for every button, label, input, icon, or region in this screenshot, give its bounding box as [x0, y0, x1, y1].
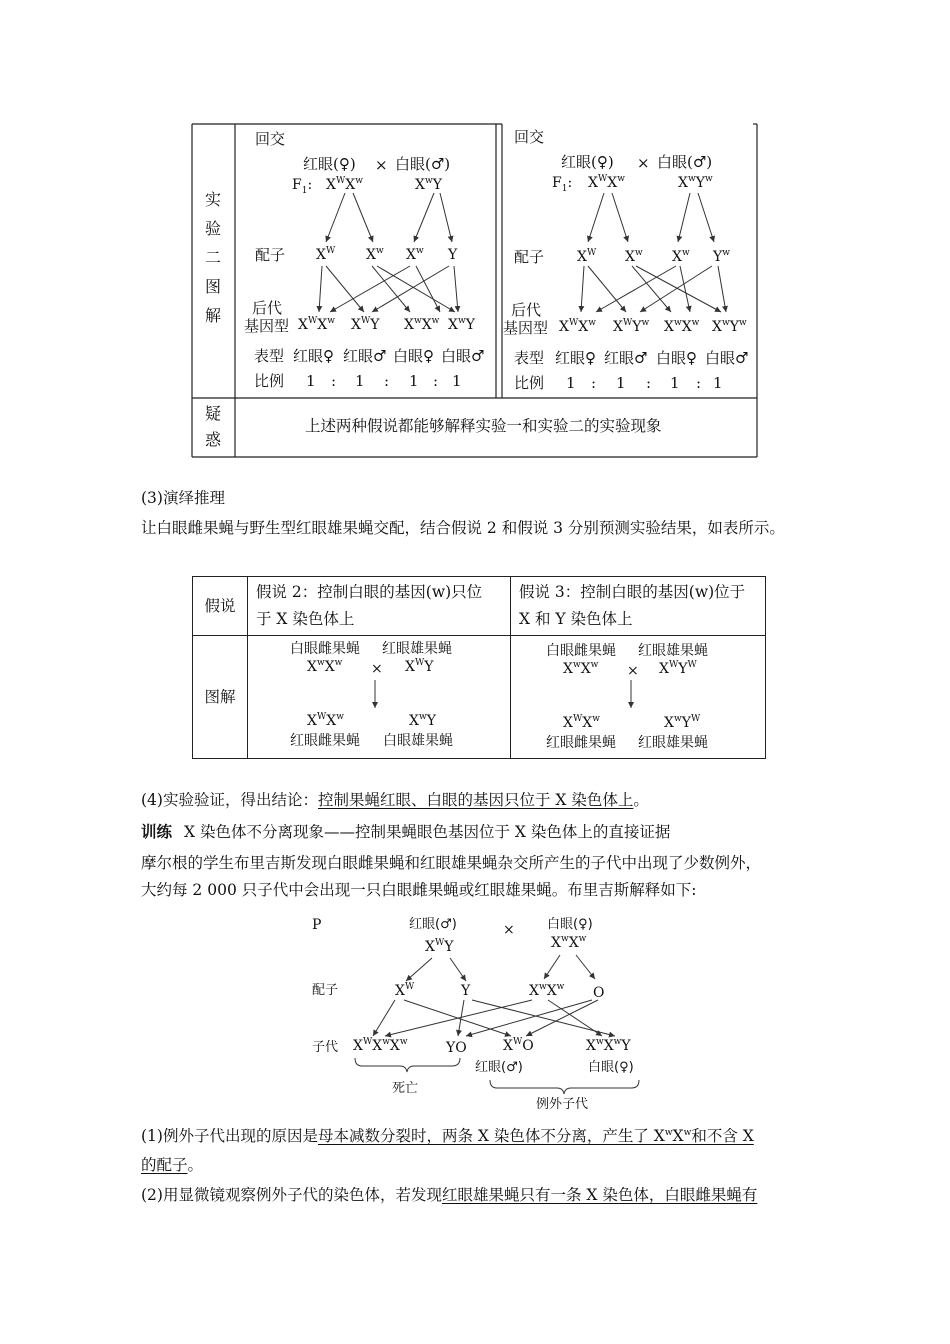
question-1-cont — [141, 1155, 203, 1175]
child-label: 子代 — [312, 1040, 339, 1055]
white-female-label: 白眼雌果蝇 — [546, 643, 616, 659]
question-2-prefix: (2)用显微镜观察例外子代的染色体，若发现 — [141, 1186, 442, 1204]
phenotype: 白眼♂ — [705, 349, 749, 367]
offspring-genotype: $X^wY^w$ — [712, 318, 747, 335]
cross-male: 白眼(♂) — [395, 155, 451, 173]
cross-female: 红眼(♀) — [303, 155, 356, 173]
ratio-value: 1 — [306, 372, 316, 390]
hypothesis-2-cell — [248, 577, 511, 636]
offspring-genotype: $X^WX^w$ — [298, 316, 335, 333]
child-xwxwy: $X^wX^wY$ — [586, 1037, 631, 1054]
gamete: $X^W$ — [577, 248, 597, 265]
offspring-label: 基因型 — [503, 319, 549, 337]
hypothesis-3-line: X 和 Y 染色体上 — [519, 610, 633, 628]
question-2 — [141, 1185, 757, 1205]
gamete-label: 配子 — [514, 248, 545, 266]
ratio-label: 比例 — [514, 374, 545, 392]
offspring-genotype: $X^WX^w$ — [559, 318, 596, 335]
doubt-text: 上述两种假说都能够解释实验一和实验二的实验现象 — [305, 417, 662, 435]
question-1-suffix: 。 — [187, 1156, 204, 1174]
training-title — [141, 822, 670, 842]
offspring-genotype: $X^wY$ — [448, 316, 475, 333]
backcross-title: 回交 — [514, 128, 545, 146]
red-female-label: 红眼雌果蝇 — [546, 735, 616, 751]
vertical-label-experiment — [201, 185, 225, 330]
cross-symbol: × — [371, 661, 383, 677]
ratio-sep: : — [331, 372, 337, 390]
phenotype: 红眼♀ — [293, 347, 334, 365]
hypothesis-label: 假说 — [204, 597, 236, 615]
gamete-xw: $X^W$ — [395, 982, 415, 999]
offspring-label: 后代 — [252, 299, 283, 317]
section4-suffix: 。 — [633, 791, 649, 809]
diagram-label: 图解 — [204, 688, 236, 706]
ratio-sep: : — [433, 372, 439, 390]
question-1-answer-cont: 的配子 — [141, 1156, 188, 1174]
red-male-label: 红眼雄果蝇 — [638, 643, 708, 659]
cross-symbol: × — [503, 922, 515, 938]
offspring-label: 基因型 — [244, 317, 290, 335]
vlabel-char: 二 — [204, 248, 221, 267]
female-genotype: $X^wX^w$ — [551, 934, 587, 951]
gamete: $X^w$ — [625, 248, 643, 265]
cross-female: 红眼(♀) — [561, 153, 614, 171]
gamete: Y — [448, 247, 458, 263]
section4-prefix: (4)实验验证，得出结论： — [141, 791, 318, 809]
child-genotype: $X^WX^w$ — [307, 712, 344, 729]
section4-conclusion — [141, 790, 649, 810]
phenotype: 白眼♀ — [656, 349, 697, 367]
offspring-genotype: $X^WY^w$ — [613, 318, 650, 335]
white-female-child: 白眼(♀) — [588, 1060, 634, 1075]
white-female-label: 白眼雌果蝇 — [290, 641, 360, 657]
child-genotype: $X^wY$ — [409, 712, 436, 729]
doubt-label: 疑 — [205, 404, 222, 423]
hypothesis-3-cell — [511, 577, 766, 636]
hypothesis-2-diagram — [248, 636, 511, 759]
ratio-value: 1 — [566, 374, 576, 392]
vlabel-char: 解 — [204, 306, 221, 325]
gamete-o: O — [593, 985, 605, 1001]
red-male-label: 红眼雄果蝇 — [382, 641, 452, 657]
child-xwxwxw: $X^WX^wX^w$ — [353, 1037, 408, 1054]
cross-male: 白眼(♂) — [657, 153, 713, 171]
vlabel-char: 验 — [204, 219, 221, 238]
white-male-label: 白眼雄果蝇 — [383, 733, 453, 749]
gamete: $X^w$ — [366, 246, 384, 263]
dead-label: 死亡 — [392, 1081, 419, 1096]
ratio-sep: : — [646, 374, 652, 392]
vlabel-char: 图 — [204, 277, 221, 296]
gamete: $X^W$ — [316, 246, 336, 263]
section3-intro: 让白眼雌果蝇与野生型红眼雄果蝇交配，结合假说 2 和假说 3 分别预测实验结果，如表所示。 — [141, 519, 785, 537]
child-xwo: $X^WO$ — [503, 1037, 534, 1054]
training-label: 训练 — [141, 822, 173, 841]
doubt-label: 惑 — [205, 430, 222, 449]
hypothesis-2-line: 假说 2：控制白眼的基因(w)只位 — [256, 583, 483, 601]
diagram-label-cell — [193, 636, 248, 759]
parent-genotype: $X^WY$ — [405, 658, 434, 675]
training-paragraph: 大约每 2 000 只子代中会出现一只白眼雌果蝇或红眼雄果蝇。布里吉斯解释如下: — [141, 881, 697, 899]
hypothesis-3-line: 假说 3：控制白眼的基因(w)位于 — [519, 583, 746, 601]
parent-label: P — [312, 917, 322, 933]
child-yo: YO — [446, 1040, 467, 1056]
hypothesis-label-cell — [193, 577, 248, 636]
hypothesis-2-line: 于 X 染色体上 — [256, 610, 355, 628]
gamete: $X^w$ — [406, 246, 424, 263]
parent-genotype: $X^wX^w$ — [307, 658, 343, 675]
gamete-label: 配子 — [312, 983, 339, 998]
cross-symbol: × — [375, 156, 388, 174]
ratio-sep: : — [384, 372, 390, 390]
backcross-title: 回交 — [255, 130, 286, 148]
section3-heading: (3)演绎推理 — [141, 489, 225, 507]
offspring-label: 后代 — [511, 301, 542, 319]
table1-lines — [0, 0, 950, 470]
offspring-genotype: $X^wX^w$ — [664, 318, 700, 335]
offspring-genotype: $X^wX^w$ — [404, 316, 440, 333]
white-female-parent: 白眼(♀) — [547, 917, 593, 932]
ratio-value: 1 — [616, 374, 626, 392]
f1-female-genotype: $X^WX^w$ — [326, 176, 363, 193]
training-heading: X 染色体不分离现象——控制果蝇眼色基因位于 X 染色体上的直接证据 — [184, 823, 671, 841]
phenotype-label: 表型 — [254, 347, 285, 365]
phenotype: 白眼♀ — [393, 347, 434, 365]
ratio-value: 1 — [670, 374, 680, 392]
ratio-value: 1 — [355, 372, 365, 390]
ratio-value: 1 — [409, 372, 419, 390]
question-1-answer: 母本减数分裂时，两条 X 染色体不分离，产生了 $X^wX^w$和不含 X — [317, 1127, 754, 1145]
question-2-answer: 红眼雄果蝇只有一条 X 染色体，白眼雌果蝇有 — [441, 1186, 758, 1204]
red-male-label: 红眼雄果蝇 — [638, 735, 708, 751]
cross-symbol: × — [627, 663, 639, 679]
f1-label: $F_1$: — [292, 177, 313, 196]
cross-symbol: × — [637, 154, 650, 172]
gamete-y: Y — [461, 983, 471, 999]
exception-label: 例外子代 — [536, 1097, 589, 1112]
vlabel-char: 实 — [204, 190, 221, 209]
phenotype: 白眼♂ — [441, 347, 485, 365]
f1-male-genotype: $X^wY^w$ — [678, 174, 713, 191]
gamete-label: 配子 — [255, 246, 286, 264]
training-paragraph: 摩尔根的学生布里吉斯发现白眼雌果蝇和红眼雄果蝇杂交所产生的子代中出现了少数例外， — [141, 854, 762, 872]
red-female-label: 红眼雌果蝇 — [290, 733, 360, 749]
child-genotype: $X^WX^w$ — [563, 714, 600, 731]
parent-genotype: $X^WY^W$ — [659, 660, 697, 677]
gamete: $X^w$ — [672, 248, 690, 265]
male-genotype: $X^WY$ — [425, 938, 454, 955]
red-male-parent: 红眼(♂) — [409, 917, 457, 932]
f1-female-genotype: $X^WX^w$ — [588, 174, 625, 191]
child-genotype: $X^wY^W$ — [664, 714, 701, 731]
parent-genotype: $X^wX^w$ — [563, 660, 599, 677]
gamete: $Y^w$ — [713, 248, 730, 265]
ratio-value: 1 — [713, 374, 723, 392]
phenotype: 红眼♀ — [555, 349, 596, 367]
f1-label: $F_1$: — [552, 175, 573, 194]
ratio-sep: : — [696, 374, 702, 392]
f1-male-genotype: $X^wY$ — [415, 176, 442, 193]
section4-answer: 控制果蝇红眼、白眼的基因只位于 X 染色体上 — [317, 791, 634, 809]
phenotype: 红眼♂ — [604, 349, 648, 367]
ratio-sep: : — [591, 374, 597, 392]
phenotype: 红眼♂ — [343, 347, 387, 365]
red-male-child: 红眼(♂) — [475, 1060, 523, 1075]
ratio-value: 1 — [452, 372, 462, 390]
phenotype-label: 表型 — [514, 349, 545, 367]
gamete-xwxw: $X^wX^w$ — [529, 982, 565, 999]
offspring-genotype: $X^WY$ — [351, 316, 380, 333]
question-1 — [141, 1126, 754, 1146]
question-1-prefix: (1)例外子代出现的原因是 — [141, 1127, 318, 1145]
ratio-label: 比例 — [254, 372, 285, 390]
